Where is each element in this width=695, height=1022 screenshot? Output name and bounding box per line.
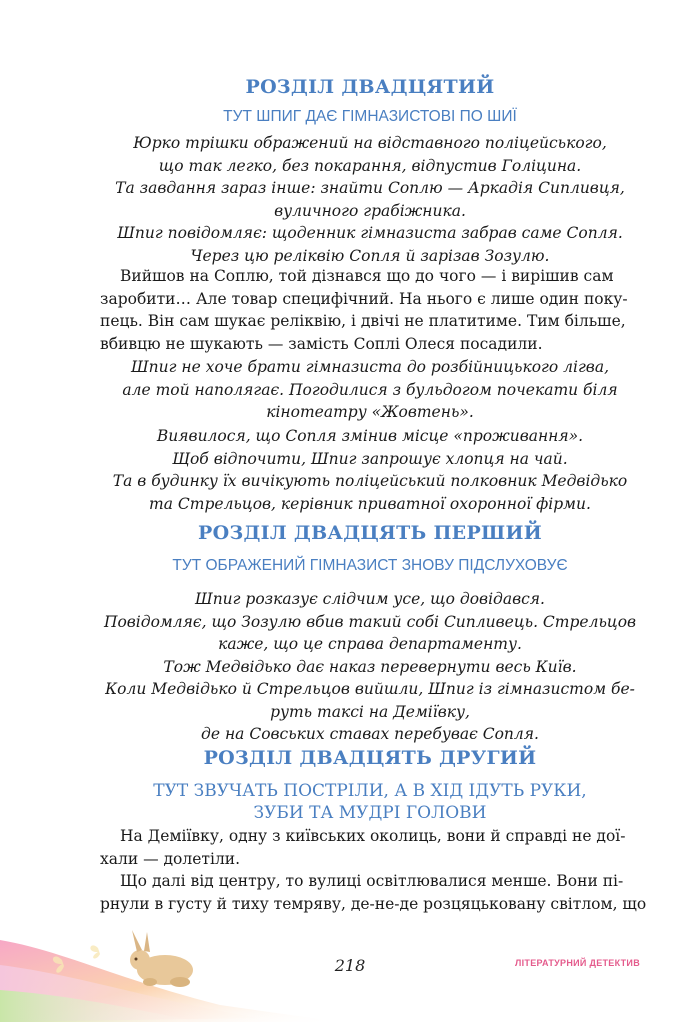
summary-line: та Стрельцов, керівник приватної охоронної фірми. [149, 494, 591, 513]
summary-line: Шпиг розказує слідчим усе, що довідався. [195, 590, 545, 608]
section-label: ЛІТЕРАТУРНИЙ ДЕТЕКТИВ [514, 958, 640, 968]
page-number: 218 [334, 956, 366, 975]
summary-line: Виявилося, що Сопля змінив місце «проживання». [156, 427, 584, 445]
summary-line: Повідомляє, що Зозулю вбив такий собі Сипливець. Стрельцов [103, 612, 637, 631]
chapter-20-text [100, 265, 640, 355]
chapter-22-title: РОЗДІЛ ДВАДЦЯТЬ ДРУГИЙ [203, 747, 537, 769]
summary-line: Тож Медвідько дає наказ перевернути весь Київ. [163, 657, 577, 676]
text-line: Що далі від центру, то вулиці освітлювалися менше. Вони пі- [120, 872, 624, 890]
summary-line: вуличного грабіжника. [274, 201, 466, 220]
summary-line: Шпиг не хоче брати гімназиста до розбійницького лігва, [130, 358, 609, 376]
chapter-20-title: РОЗДІЛ ДВАДЦЯТИЙ [245, 76, 495, 98]
summary-line: Шпиг повідомляє: щоденник гімназиста забрав саме Сопля. [117, 224, 623, 242]
text-line: пець. Він сам шукає реліквію, і двічі не платитиме. Тим більше, [100, 312, 626, 330]
summary-line: Юрко трішки ображений на відставного поліцейського, [133, 134, 607, 152]
chapter-20-summary-1 [70, 132, 670, 267]
summary-line: що так легко, без покарання, відпустив Голіцина. [158, 156, 582, 175]
chapter-22-subtitle-line-1: ТУТ ЗВУЧАТЬ ПОСТРІЛИ, А В ХІД ІДУТЬ РУКИ, [153, 781, 587, 801]
text-line: хали — долетіли. [100, 849, 241, 868]
rabbit-icon [130, 930, 193, 987]
text-line: вбивцю не шукають — замість Соплі Олеся посадили. [100, 334, 543, 353]
summary-line: Щоб відпочити, Шпиг запрошує хлопця на чай. [172, 449, 568, 468]
footer-decoration-illustration [0, 920, 340, 1022]
text-line: рнули в густу й тиху темряву, де-не-де розцяцьковану світлом, що [100, 894, 647, 913]
chapter-20-summary-2 [70, 356, 670, 424]
summary-line: кінотеатру «Жовтень». [266, 403, 474, 421]
chapter-21-subtitle: ТУТ ОБРАЖЕНИЙ ГІМНАЗИСТ ЗНОВУ ПІДСЛУХОВУЄ [172, 557, 568, 574]
text-line: Вийшов на Соплю, той дізнався що до чого — і вирішив сам [120, 267, 614, 285]
chapter-21-title: РОЗДІЛ ДВАДЦЯТЬ ПЕРШИЙ [198, 522, 542, 544]
summary-line: Коли Медвідько й Стрельцов вийшли, Шпиг із гімназистом бе- [105, 680, 635, 698]
summary-line: але той наполягає. Погодилися з бульдогом почекати біля [122, 380, 618, 399]
summary-line: Та завдання зараз інше: знайти Соплю — Аркадія Сипливця, [115, 179, 625, 197]
summary-line: Через цю реліквію Сопля й зарізав Зозулю. [190, 246, 550, 265]
summary-line: каже, що це справа департаменту. [218, 635, 522, 653]
summary-line: Та в будинку їх вичікують поліцейський полковник Медвідько [112, 472, 628, 490]
chapter-20-subtitle: ТУТ ШПИГ ДАЄ ГІМНАЗИСТОВІ ПО ШИЇ [223, 108, 517, 125]
chapter-22-text [100, 825, 647, 915]
summary-line: де на Совських ставах перебуває Сопля. [201, 725, 539, 743]
chapter-21-summary [70, 588, 670, 746]
chapter-22-subtitle-line-2: ЗУБИ ТА МУДРІ ГОЛОВИ [253, 803, 487, 823]
chapter-20-summary-3 [70, 425, 670, 515]
summary-line: руть таксі на Деміївку, [270, 702, 470, 721]
text-line: заробити… Але товар специфічний. На нього є лише один поку- [100, 289, 628, 308]
text-line: На Деміївку, одну з київських околиць, вони й справді не дої- [120, 827, 626, 845]
